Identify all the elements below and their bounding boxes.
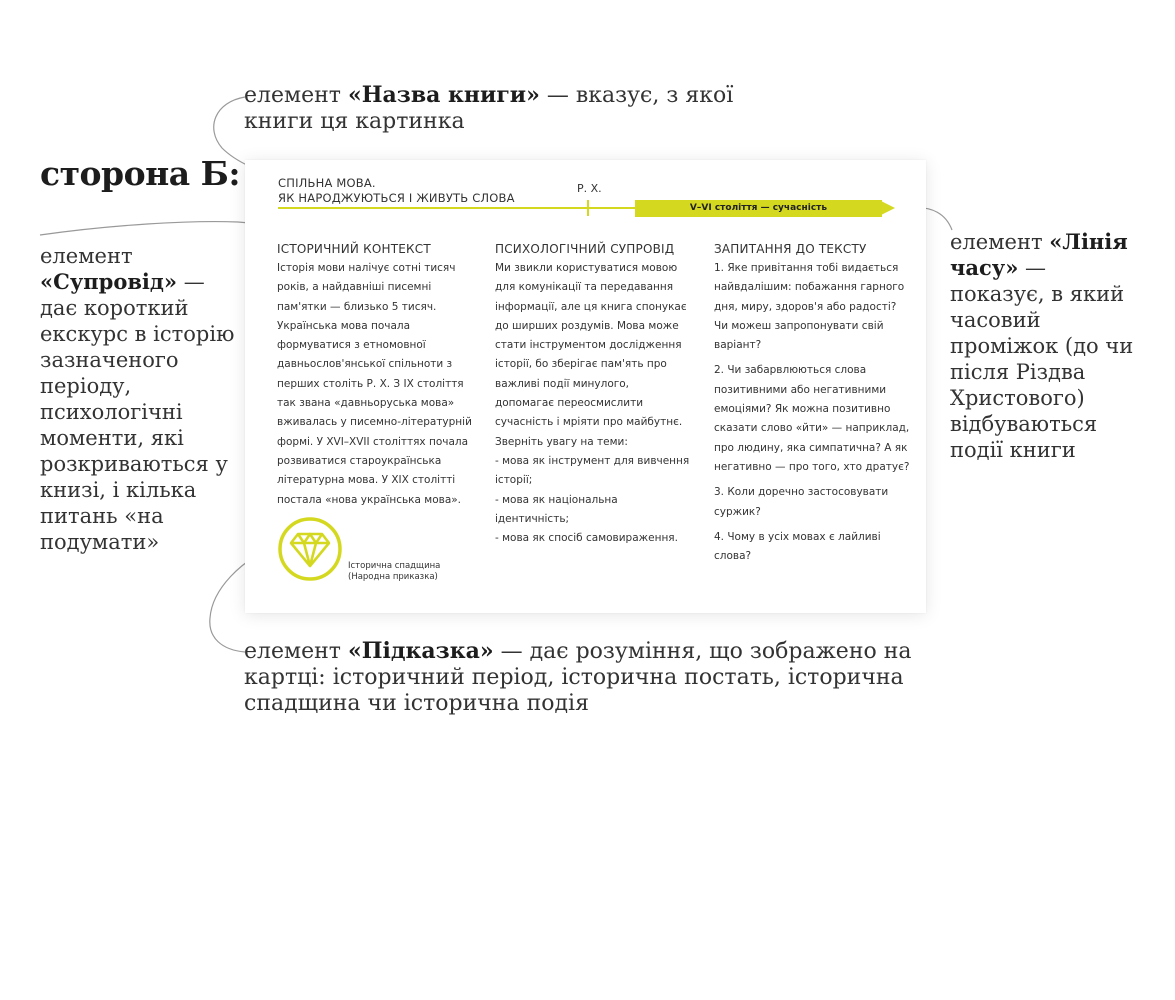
annotation-element-name: «Підказка»: [347, 638, 494, 664]
annotation-guide: [40, 243, 240, 555]
timeline-marker-label: Р. Х.: [577, 182, 602, 195]
column-heading: ЗАПИТАННЯ ДО ТЕКСТУ: [714, 242, 867, 256]
question-item: 1. Яке привітання тобі видається найвдалішим: побажання гарного дня, миру, здоров'я або радості? Чи можеш запропонувати свій варіант?: [714, 262, 905, 352]
annotation-prefix: елемент: [244, 639, 348, 664]
timeline-arrow-icon: [881, 201, 895, 215]
column-heading: ІСТОРИЧНИЙ КОНТЕКСТ: [277, 242, 431, 256]
annotation-element-name: «Лінія часу»: [950, 229, 1128, 280]
column-text: Історія мови налічує сотні тисяч років, а найдавніші писемні пам'ятки — близько 5 тисяч. Українська мова почала формуватися з етномовної давньослов'янської спільноти з перших століть Р. Х. З IX століття так звана «давньоруська мова» вживалась у писемно-літературній формі. У XVI–XVII століттях почала розвиватися староукраїнська літературна мова. У XIX столітті постала «нова українська мова».: [277, 262, 472, 506]
bullet-item: - мова як інструмент для вивчення історії;: [495, 454, 690, 487]
bullet-item: - мова як національна ідентичність;: [495, 493, 618, 525]
book-title-line-2: ЯК НАРОДЖУЮТЬСЯ І ЖИВУТЬ СЛОВА: [278, 191, 515, 205]
column-questions: [714, 242, 910, 572]
annotation-prefix: елемент: [244, 83, 348, 108]
book-title-line-1: СПІЛЬНА МОВА.: [278, 176, 376, 190]
column-historical-context: [277, 242, 472, 510]
column-psychological-guide: [495, 242, 690, 548]
hint-line-2: (Народна приказка): [348, 572, 438, 582]
annotation-book-title: [244, 82, 804, 135]
question-item: 4. Чому в усіх мовах є лайливі слова?: [714, 530, 881, 563]
diamond-icon: [277, 516, 343, 582]
annotation-hint: [244, 638, 934, 717]
annotation-text: — дає короткий екскурс в історію зазначеного періоду, психологічні моменти, які розкриваються у книзі, і кілька питань «на подумати»: [40, 270, 235, 554]
hint: [277, 516, 457, 586]
annotation-text: — вказує, з якої книги ця картинка: [244, 83, 734, 134]
column-text: Ми звикли користуватися мовою для комунікації та передавання інформації, але ця книга спонукає до ширших роздумів. Мова може стати інструментом дослідження історії, бо зберігає пам'ять про важливі події минулого, допомагає переосмислити сучасність і мріяти про майбутнє. Зверніть увагу на теми:: [495, 262, 687, 448]
timeline-marker-tick: [587, 200, 589, 216]
annotation-prefix: елемент: [950, 230, 1050, 254]
annotation-timeline: [950, 229, 1140, 463]
question-item: 3. Коли доречно застосовувати суржик?: [714, 486, 889, 518]
timeline-period-bar: V–VI століття — сучасність: [635, 200, 882, 217]
annotation-element-name: «Супровід»: [40, 269, 178, 294]
annotation-prefix: елемент: [40, 244, 133, 268]
side-title: сторона Б:: [40, 154, 241, 193]
hint-line-1: Історична спадщина: [348, 561, 441, 571]
question-item: 2. Чи забарвлюються слова позитивними або негативними емоціями? Як можна позитивно сказати слово «йти» — наприклад, про людину, яка симпатична? А як негативно — про того, хто дратує?: [714, 364, 910, 473]
annotation-text: — дає розуміння, що зображено на картці: історичний період, історична постать, історична спадщина чи історична подія: [244, 639, 912, 716]
annotation-text: — показує, в який часовий проміжок (до чи після Різдва Христового) відбуваються події книги: [950, 256, 1134, 462]
hint-text: [348, 561, 440, 583]
annotation-element-name: «Назва книги»: [347, 82, 540, 108]
column-heading: ПСИХОЛОГІЧНИЙ СУПРОВІД: [495, 242, 675, 256]
card-side-b: [245, 160, 926, 613]
bullet-item: - мова як спосіб самовираження.: [495, 532, 678, 545]
